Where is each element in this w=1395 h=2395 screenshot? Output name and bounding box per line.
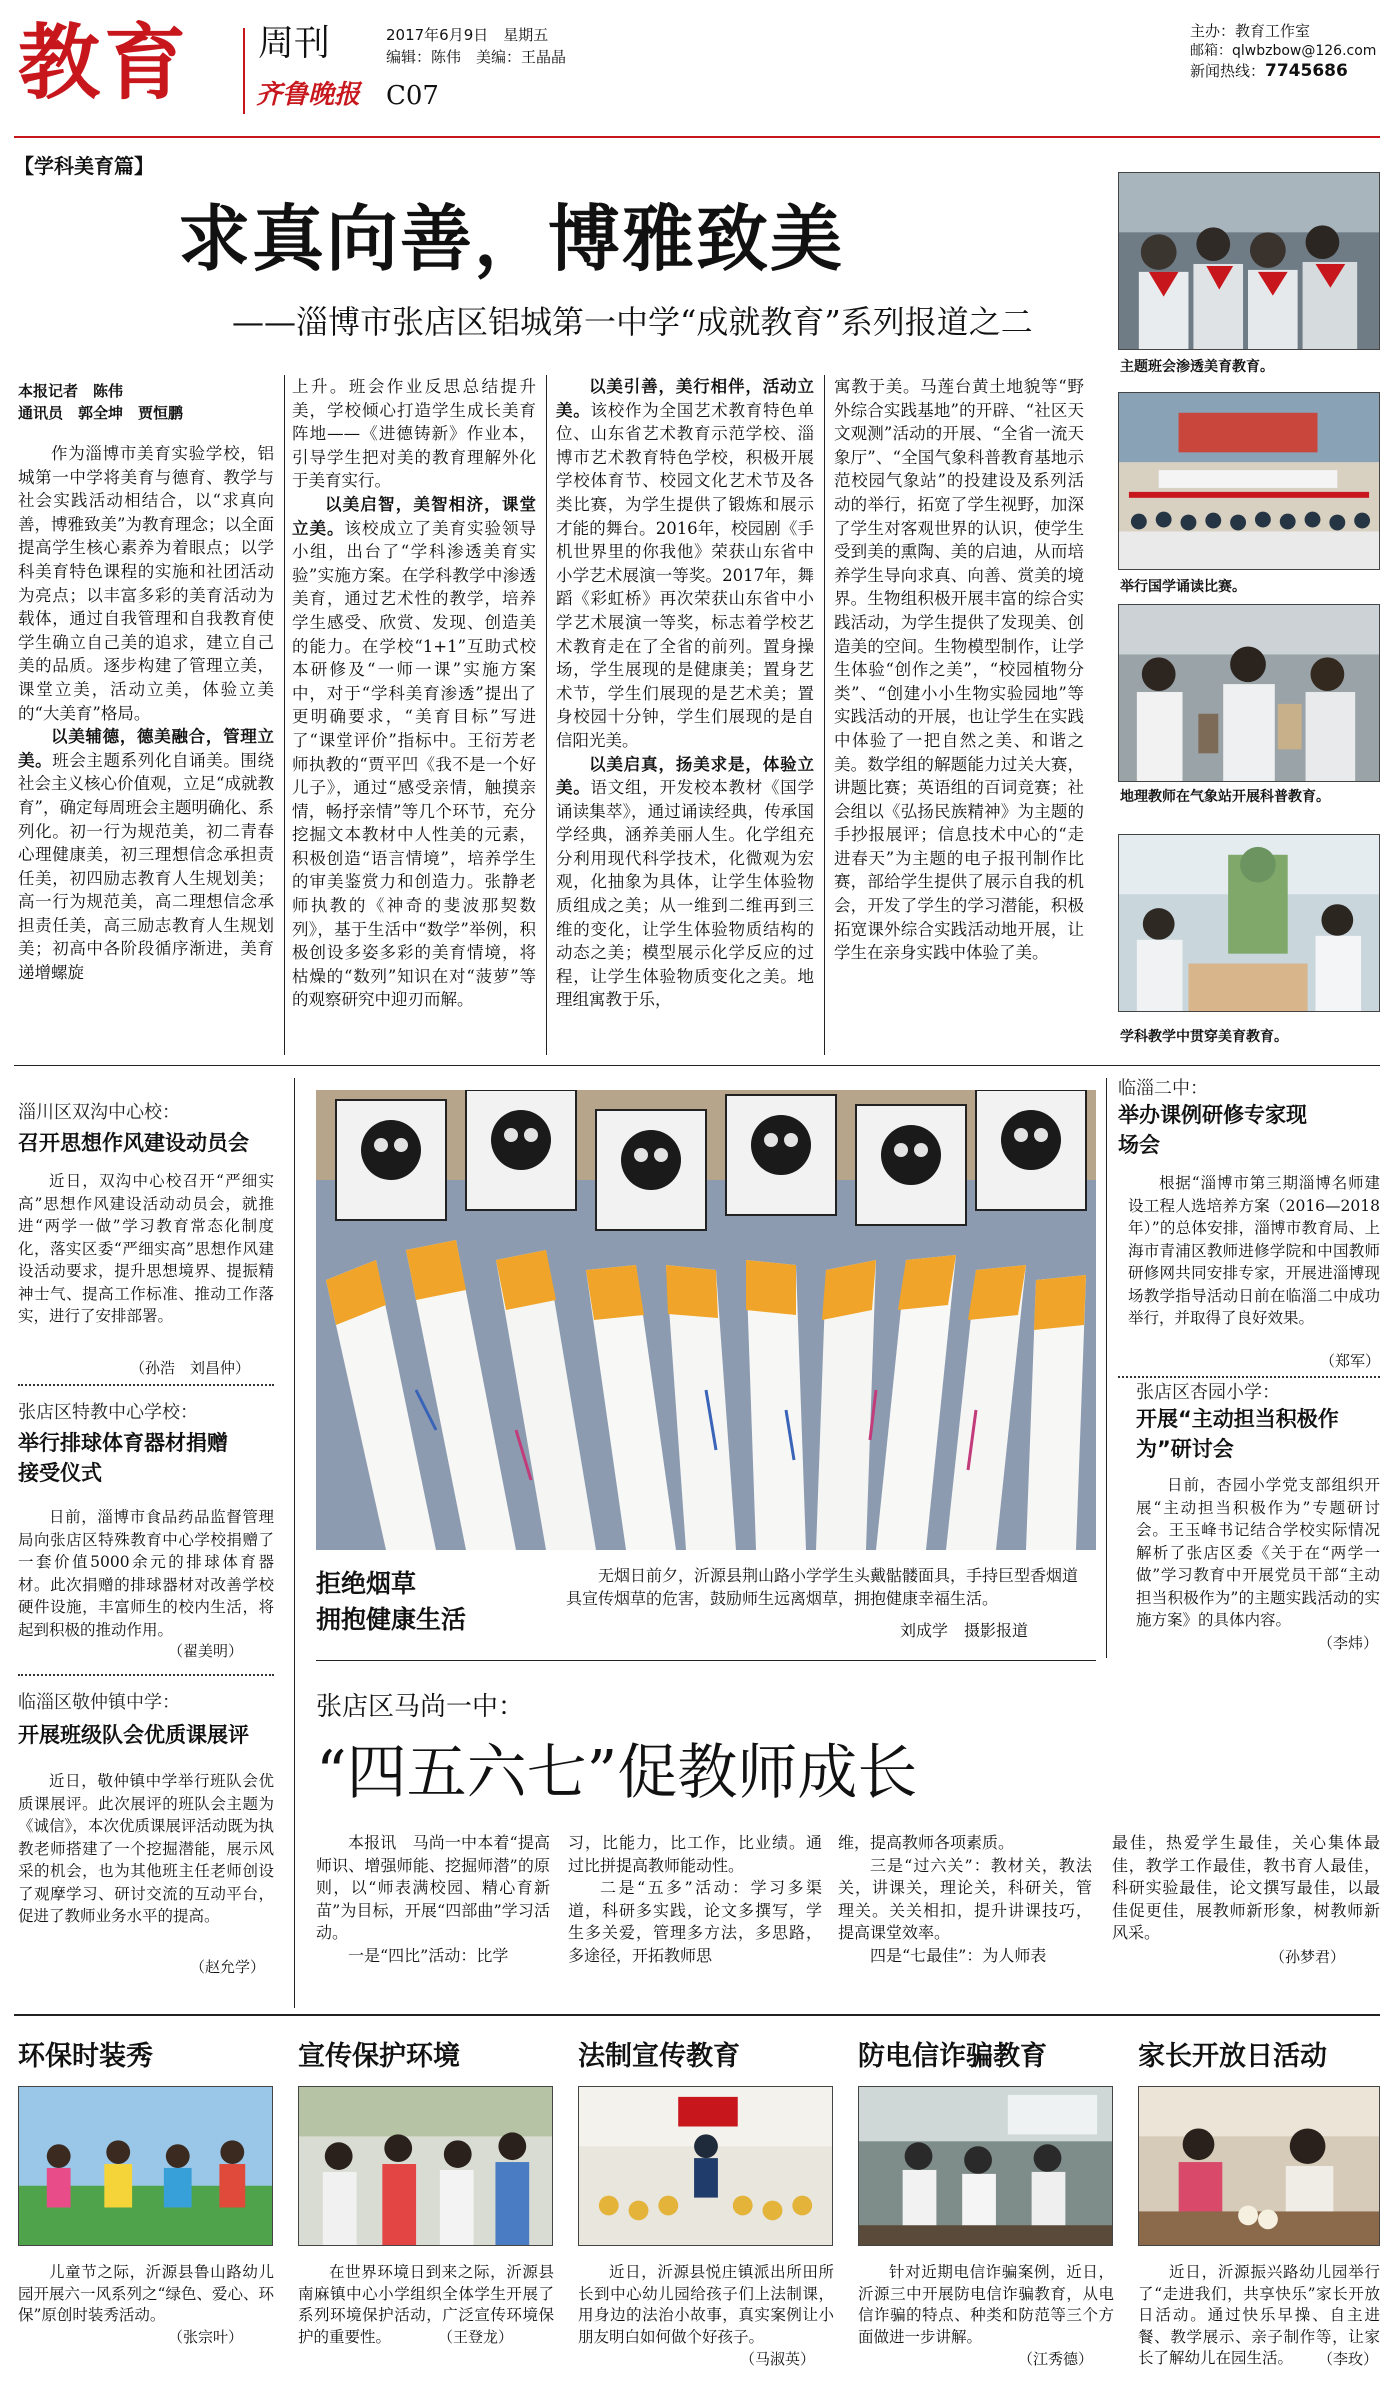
banner-title-1: 拒绝烟草 — [316, 1569, 417, 1598]
byline-reporter: 本报记者 陈伟 — [18, 382, 124, 400]
story2-headline: “四五六七”促教师成长 — [316, 1738, 918, 1808]
bottom-text: 儿童节之际，沂源县鲁山路幼儿园开展六一风系列之“绿色、爱心、环保”原创时装秀活动。 — [18, 2263, 274, 2324]
brief-title: 举办课例研修专家现场会 — [1118, 1103, 1307, 1157]
lead-col1b-heading: 以美辅德，德美融合，管理立美。 — [18, 727, 274, 770]
hotline-line — [1190, 60, 1348, 81]
lead-column-2 — [292, 375, 536, 1055]
lead-col3b-text: 语文组，开发校本教材《国学诵读集萃》，通过诵读经典，传承国学经典，涵养美丽人生。化学组充分利用现代科学技术，化微观为宏观，化抽象为具体，让学生体验物质组成之美；从一维到二维再到三维的变化，让学生体验物质结构的动态之美；模型展示化学反应的过程，让学生体验物质变化之美。地理组寓教于乐， — [556, 778, 814, 1010]
story2-place: 张店区马尚一中： — [316, 1692, 525, 1722]
banner-title-2: 拥抱健康生活 — [316, 1605, 467, 1634]
brief-place: 张店区杏园小学： — [1136, 1382, 1280, 1403]
lead-column-4 — [834, 375, 1084, 1055]
lead-column-3 — [556, 375, 814, 1055]
story2-col1b-para: 一是“四比”活动：比学 — [348, 1945, 509, 1965]
brief-author: （赵允学） — [190, 1958, 266, 1976]
column-rule — [284, 375, 285, 1055]
brief-place: 张店区特教中心学校： — [18, 1402, 198, 1423]
paper-logo: 齐鲁晚报 — [256, 80, 361, 110]
story2-col3c-para: 四是“七最佳”：为人师表 — [870, 1945, 1047, 1965]
brief-title: 开展“主动担当积极作为”研讨会 — [1136, 1407, 1339, 1461]
weekly-label: 周刊 — [258, 23, 331, 64]
photo-law-education — [578, 2086, 833, 2246]
story2-col1-para: 本报讯 马尚一中本着“提高师识、增强师能、挖掘师潜”的原则，以“师表满校园、精心育新苗”为目标，开展“四部曲”学习活动。 — [316, 1833, 550, 1942]
story2-column-2 — [568, 1832, 822, 1967]
lead-col3b-para — [556, 753, 814, 1013]
photo-parent-open-day — [1138, 2086, 1380, 2246]
brief-title: 召开思想作风建设动员会 — [18, 1131, 249, 1155]
photo-caption: 主题班会渗透美育教育。 — [1120, 359, 1274, 375]
photo-class-meeting — [1118, 172, 1380, 350]
brief-text: 根据“淄博市第三期淄博名师建设工程人选培养方案（2016—2018年）”的总体安排，淄博市教育局、上海市青浦区教师进修学院和中国教师研修网共同安排专家，开展进淄博现场教学指导活动日前在临淄二中成功举行，并取得了良好效果。 — [1128, 1174, 1380, 1327]
column-rule — [294, 1078, 295, 2008]
bottom-title: 家长开放日活动 — [1138, 2041, 1327, 2072]
photo-caption: 举行国学诵读比赛。 — [1120, 579, 1246, 595]
story2-column-1 — [316, 1832, 550, 1967]
section-rule — [14, 2014, 1380, 2016]
lead-col3b-heading: 以美启真，扬美求是，体验立美。 — [556, 754, 814, 798]
section-rule — [14, 1065, 1380, 1066]
bottom-author: （李玫） — [1318, 2350, 1379, 2368]
bottom-title: 宣传保护环境 — [298, 2041, 460, 2072]
photo-caption: 学科教学中贯穿美育教育。 — [1120, 1029, 1288, 1045]
editors-line: 编辑：陈伟 美编：王晶晶 — [386, 48, 567, 66]
brief-text: 日前，杏园小学党支部组织开展“主动担当积极作为”专题研讨会。王玉峰书记结合学校实际情况解析了张店区委《关于在“两学一做”学习教育中开展党员干部“主动担当积极作为”的主题实践活动的实施方案》的具体内容。 — [1136, 1476, 1380, 1629]
story2-column-4 — [1112, 1832, 1380, 1945]
brief-author: （郑军） — [1320, 1352, 1381, 1370]
photo-recitation — [1118, 392, 1380, 570]
photo-fashion-show — [18, 2086, 273, 2246]
story2-col2b-para: 二是“五多”活动：学习多渠道，科研多实践，论文多撰写，学生多关爱，管理多方法，多思路，多途径，开拓教师思 — [568, 1878, 822, 1965]
bottom-title: 环保时装秀 — [18, 2041, 153, 2072]
byline-correspondent: 通讯员 郭全坤 贾恒鹏 — [18, 404, 184, 422]
photo-caption-main: 无烟日前夕，沂源县荆山路小学学生头戴骷髅面具，手持巨型香烟道具宣传烟草的危害，鼓励师生远离烟草，拥抱健康幸福生活。 — [566, 1566, 1079, 1608]
brief-title: 开展班级队会优质课展评 — [18, 1723, 249, 1747]
lead-headline: 求真向善，博雅致美 — [178, 197, 845, 281]
lead-subheadline: ——淄博市张店区铝城第一中学“成就教育”系列报道之二 — [232, 303, 1033, 341]
story2-column-3 — [838, 1832, 1092, 1967]
brief-separator — [18, 1674, 274, 1676]
bottom-title: 防电信诈骗教育 — [858, 2041, 1047, 2072]
story2-col2-para: 习，比能力，比工作，比业绩。通过比拼提高教师能动性。 — [568, 1833, 822, 1875]
bottom-text: 针对近期电信诈骗案例，近日，沂源三中开展防电信诈骗教育，从电信诈骗的特点、种类和防范等三个方面做进一步讲解。 — [858, 2263, 1114, 2346]
lead-col3a-heading: 以美引善，美行相伴，活动立美。 — [556, 377, 814, 420]
lead-col1b-para — [18, 725, 274, 985]
masthead-rule — [14, 136, 1380, 138]
brief-separator — [18, 1384, 274, 1386]
lead-col1b-text: 班会主题系列化自诵美。围绕社会主义核心价值观，立足“成就教育”，确定每周班会主题明确化、系列化。初一行为规范美，初二青春心理健康美，初三理想信念承担责任美，初四励志教育人生规划美；高一行为规范美，高二理想信念承担责任美，高三励志教育人生规划美；初高中各阶段循序渐进，美育递增螺旋 — [18, 750, 274, 983]
page-number: C07 — [386, 81, 439, 111]
date-line: 2017年6月9日 星期五 — [386, 26, 549, 44]
bottom-text: 近日，沂源振兴路幼儿园举行了“走进我们，共享快乐”家长开放日活动。通过快乐早操、自主进餐、教学展示、亲子制作等，让家长了解幼儿在园生活。 — [1138, 2263, 1380, 2367]
brief-author: （李炜） — [1318, 1634, 1379, 1652]
column-rule — [1106, 1078, 1107, 1658]
bottom-text: 近日，沂源县悦庄镇派出所田所长到中心幼儿园给孩子们上法制课，用身边的法治小故事，真实案例让小朋友明白如何做个好孩子。 — [578, 2263, 834, 2346]
brief-author: （孙浩 刘昌仲） — [130, 1359, 251, 1377]
lead-col2-para: 上升。班会作业反思总结提升美，学校倾心打造学生成长美育阵地——《进德铸新》作业本，引导学生把对美的教育理解外化于美育实行。 — [292, 377, 536, 491]
lead-col2b-para — [292, 493, 536, 1012]
email-line: 邮箱：qlwbzbow@126.com — [1190, 43, 1377, 59]
story2-col3b-para: 三是“过六关”：教材关，教法关，讲课关，理论关，科研关，管理关。关关相扣，提升讲课技巧，提高课堂效率。 — [838, 1855, 1092, 1942]
photo-anti-fraud — [858, 2086, 1113, 2246]
masthead-divider — [243, 28, 245, 114]
brief-place: 淄川区双沟中心校： — [18, 1102, 180, 1123]
lead-col3a-para — [556, 375, 814, 753]
bottom-title: 法制宣传教育 — [578, 2041, 740, 2072]
column-rule — [824, 375, 825, 1055]
column-rule — [546, 375, 547, 1055]
photo-caption: 地理教师在气象站开展科普教育。 — [1120, 789, 1330, 805]
story2-col3-para: 维，提高教师各项素质。 — [838, 1833, 1015, 1852]
lead-col2b-text: 该校成立了美育实验领导小组，出台了“学科渗透美育实验”实施方案。在学科教学中渗透美育，通过艺术性的教学，培养学生感受、欣赏、发现、创造美的能力。在学校“1+1”互助式校本研修及“一师一课”实施方案中，对于“学科美育渗透”提出了更明确要求，“美育目标”写进了“课堂评价”指标中。王衍芳老师执教的“贾平凹《我不是一个好儿子》，通过“感受亲情，触摸亲情，畅抒亲情”等几个环节，充分挖掘文本教材中人性美的元素，积极创造“语言情境”，培养学生的审美鉴赏力和创造力。张静老师执教的《神奇的斐波那契数列》，基于生活中“数学”举例，积极创设多姿多彩的美育情境，将枯燥的“数列”知识在对“菠萝”等的观察研究中迎刃而解。 — [292, 518, 536, 1010]
photo-no-smoking — [316, 1090, 1096, 1550]
bottom-author: （张宗叶） — [168, 2328, 244, 2346]
lead-col4-para: 寓教于美。马莲台黄土地貌等“野外综合实践基地”的开辟、“社区天文观测”活动的开展、“全省一流天象厅”、“全国气象科普教育基地示范校园气象站”的投建设及系列活动的举行，拓宽了学生视野，加深了学生对客观世界的认识，使学生受到美的熏陶、美的启迪，从而培养学生导向求真、向善、赏美的境界。生物组积极开展丰富的综合实践活动，为学生提供了发现美、创造美的空间。生物模型制作，让学生体验“创作之美”，“校园植物分类”、“创建小小生物实验园地”等实践活动的开展，也让学生在实践中体验了一把自然之美、和谐之美。数学组的解题能力过关大赛，讲题比赛；英语组的百词竞赛；社会组以《弘扬民族精神》为主题的手抄报展评；信息技术中心的“走进春天”为主题的电子报刊制作比赛，部给学生提供了展示自我的机会，开发了学生的学习潜能，积极拓宽课外综合实践活动地开展，让学生在亲身实践中体验了美。 — [834, 377, 1084, 963]
brief-place: 临淄区敬仲镇中学： — [18, 1692, 180, 1713]
story2-col4-para: 最佳，热爱学生最佳，关心集体最佳，教学工作最佳，教书育人最佳，科研实验最佳，论文撰写最佳，以最佳促更佳，展教师新形象，树教师新风采。 — [1112, 1833, 1380, 1942]
story2-author: （孙梦君） — [1270, 1948, 1346, 1966]
bottom-text: 在世界环境日到来之际，沂源县南麻镇中心小学组织全体学生开展了系列环境保护活动，广泛宣传环境保护的重要性。 — [298, 2263, 554, 2346]
section-tag: 【学科美育篇】 — [14, 154, 154, 178]
lead-col3a-text: 该校作为全国艺术教育特色单位、山东省艺术教育示范学校、淄博市艺术教育特色学校，积极开展学校体育节、校园文化艺术节及各类比赛，为学生提供了锻炼和展示才能的舞台。2016年，校园剧《手机世界里的你我他》荣获山东省中小学艺术展演一等奖。2017年，舞蹈《彩虹桥》再次荣获山东省中小学艺术展演一等奖，标志着学校艺术教育走在了全省的前列。置身操场，学生展现的是健康美；置身艺术节，学生们展现的是艺术美；置身校园十分钟，学生们展现的是自信阳光美。 — [556, 400, 814, 750]
bottom-author: （马淑英） — [740, 2350, 816, 2368]
brief-text: 日前，淄博市食品药品监督管理局向张店区特殊教育中心学校捐赠了一套价值5000余元的排球体育器材。此次捐赠的排球器材对改善学校硬件设施，丰富师生的校内生活，将起到积极的推动作用。 — [18, 1508, 274, 1639]
photo-subject-teaching — [1118, 834, 1380, 1012]
brief-title: 举行排球体育器材捐赠接受仪式 — [18, 1431, 228, 1485]
host-line: 主办：教育工作室 — [1190, 22, 1311, 40]
photo-weather-station — [1118, 604, 1380, 782]
bottom-author: （王登龙） — [438, 2328, 514, 2346]
brief-text: 近日，敬仲镇中学举行班队会优质课展评。此次展评的班队会主题为《诚信》，本次优质课展评活动既为执教老师搭建了一个挖掘潜能，展示风采的机会，也为其他班主任老师创设了观摩学习、研讨交流的互动平台，促进了教师业务水平的提高。 — [18, 1772, 274, 1925]
lead-col1-para: 作为淄博市美育实验学校，铝城第一中学将美育与德育、教学与社会实践活动相结合，以“求真向善，博雅致美”为教育理念；以全面提高学生核心素养为着眼点；以学科美育特色课程的实施和社团活动为亮点；以丰富多彩的美育活动为载体，通过自我管理和自我教育使学生确立自己美的追求，建立自己美的品质。逐步构建了管理立美，课堂立美，活动立美，体验立美的“大美育”格局。 — [18, 444, 274, 723]
brief-place: 临淄二中： — [1118, 1078, 1208, 1099]
brief-author: （翟美明） — [168, 1642, 244, 1660]
section-title: 教育 — [18, 16, 191, 111]
hotline-label: 新闻热线： — [1190, 62, 1266, 80]
lead-col2b-heading: 以美启智，美智相济，课堂立美。 — [292, 494, 536, 538]
section-rule — [316, 1660, 1096, 1661]
photo-credit: 刘成学 摄影报道 — [900, 1621, 1029, 1640]
brief-text: 近日，双沟中心校召开“严细实高”思想作风建设活动动员会，就推进“两学一做”学习教育常态化制度化，落实区委“严细实高”思想作风建设活动要求，提升思想境界、提振精神士气、提高工作标准、推动工作落实，进行了安排部署。 — [18, 1172, 274, 1325]
photo-environment — [298, 2086, 553, 2246]
hotline-number: 7745686 — [1265, 61, 1348, 81]
bottom-author: （江秀德） — [1018, 2350, 1094, 2368]
lead-column-1 — [18, 442, 274, 1072]
